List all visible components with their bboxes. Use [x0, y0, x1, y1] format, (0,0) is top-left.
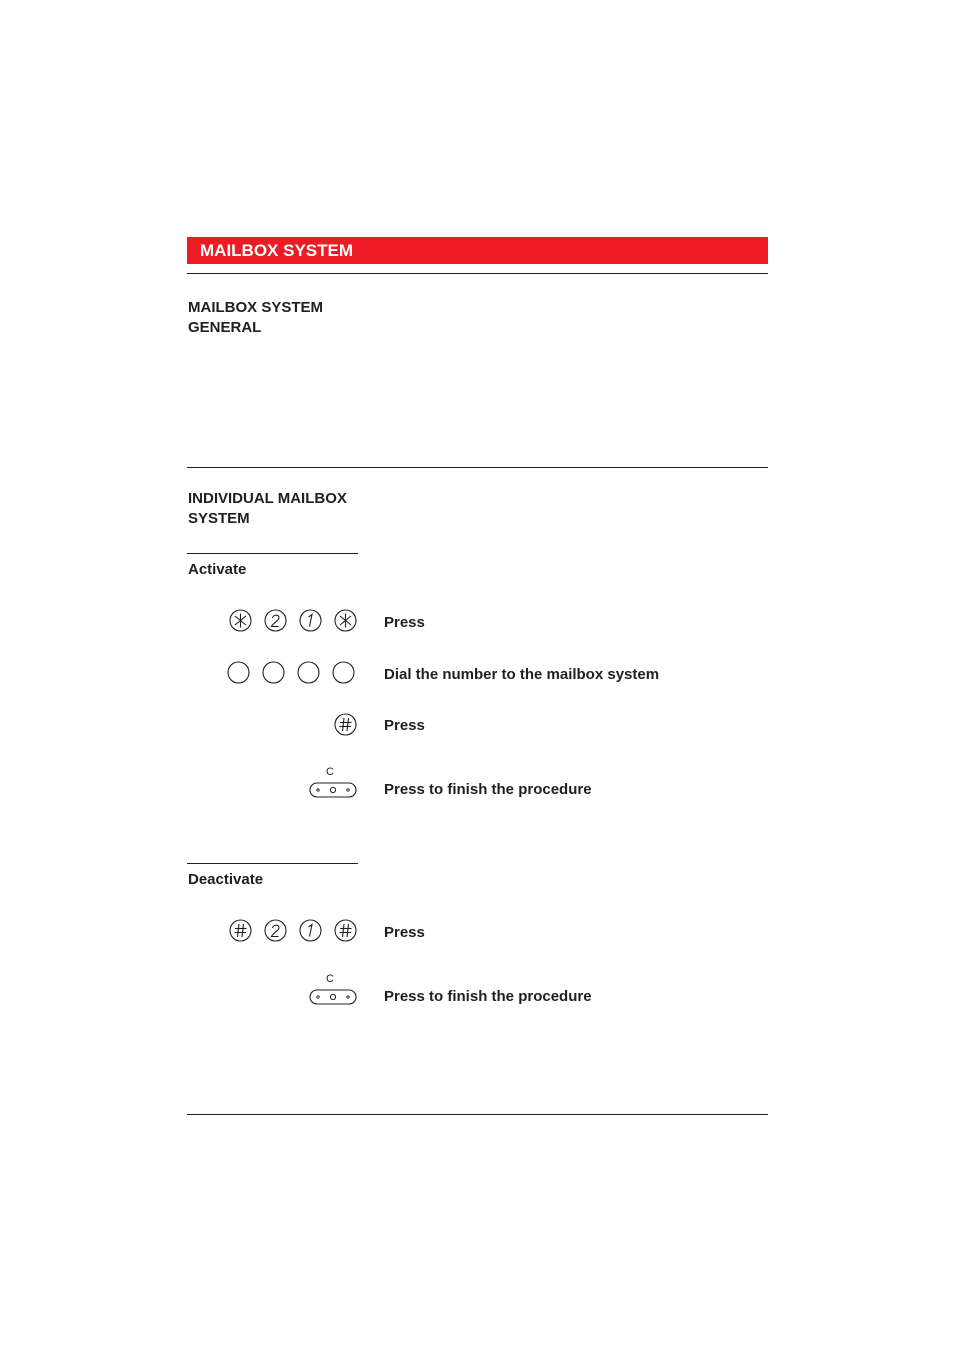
individual-heading: INDIVIDUAL MAILBOX SYSTEM	[188, 490, 347, 527]
divider	[187, 1114, 768, 1115]
star-key-icon	[334, 609, 357, 632]
clear-key-letter: C	[326, 766, 334, 778]
blank-key-icon	[332, 661, 355, 684]
subsection-divider	[187, 863, 358, 864]
step-instruction: Press to finish the procedure	[384, 781, 592, 798]
section-title: MAILBOX SYSTEM	[200, 241, 354, 260]
clear-key-icon	[308, 763, 358, 803]
step-instruction: Press	[384, 717, 425, 734]
clear-key-letter: C	[326, 973, 334, 985]
hash-key-icon	[334, 919, 357, 942]
digit-1-key-icon	[299, 919, 322, 942]
divider	[187, 273, 768, 274]
hash-key-icon	[334, 713, 357, 736]
section-banner	[187, 237, 768, 264]
general-heading: MAILBOX SYSTEM GENERAL	[188, 299, 324, 336]
blank-key-icon	[297, 661, 320, 684]
star-key-icon	[229, 609, 252, 632]
divider	[187, 467, 768, 468]
step-instruction: Dial the number to the mailbox system	[384, 666, 660, 683]
hash-key-icon	[229, 919, 252, 942]
subsection-divider	[187, 553, 358, 554]
blank-key-icon	[227, 661, 250, 684]
clear-key-icon	[308, 970, 358, 1010]
step-instruction: Press	[384, 924, 425, 941]
blank-key-icon	[262, 661, 285, 684]
digit-2-key-icon	[264, 919, 287, 942]
digit-1-key-icon	[299, 609, 322, 632]
activate-label: Activate	[188, 561, 247, 578]
deactivate-label: Deactivate	[188, 871, 264, 888]
digit-2-key-icon	[264, 609, 287, 632]
step-instruction: Press	[384, 614, 425, 631]
step-instruction: Press to finish the procedure	[384, 988, 592, 1005]
